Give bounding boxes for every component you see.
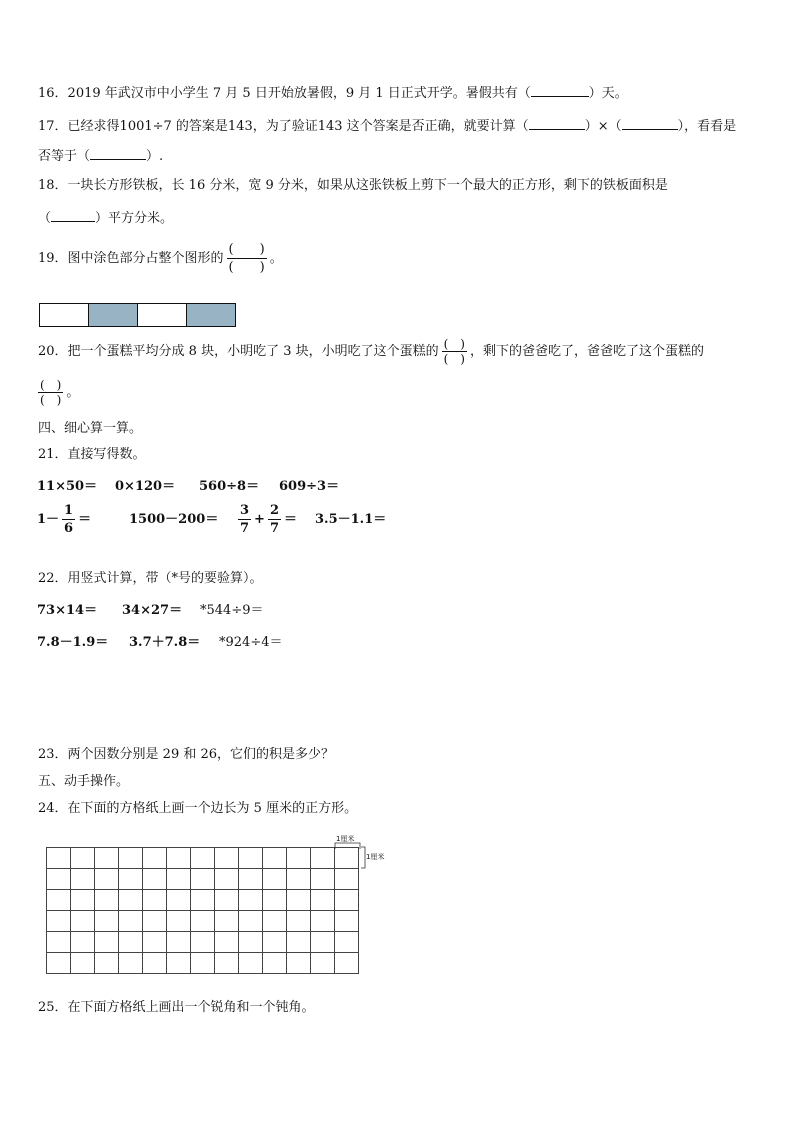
q21-a-post: ＝ bbox=[78, 511, 92, 527]
q19-tail: 。 bbox=[269, 250, 283, 266]
grid-cell[interactable] bbox=[119, 848, 143, 869]
grid-cell[interactable] bbox=[263, 890, 287, 911]
grid-cell[interactable] bbox=[335, 890, 359, 911]
q21-c-post: ＝ bbox=[284, 511, 298, 527]
grid-cell[interactable] bbox=[215, 869, 239, 890]
grid-cell[interactable] bbox=[167, 848, 191, 869]
grid-cell[interactable] bbox=[95, 932, 119, 953]
q21-expr-7 bbox=[235, 502, 315, 537]
q20-part1: 20．把一个蛋糕平均分成 8 块，小明吃了 3 块，小明吃了这个蛋糕的 bbox=[38, 343, 439, 359]
fraction-denominator: 7 bbox=[240, 521, 250, 536]
q20-fraction-1[interactable] bbox=[442, 337, 467, 366]
grid-cell[interactable] bbox=[119, 911, 143, 932]
grid-cell[interactable] bbox=[119, 869, 143, 890]
grid-cell[interactable] bbox=[215, 932, 239, 953]
q21-fraction-c2 bbox=[268, 502, 281, 537]
q17-mid: ）×（ bbox=[584, 119, 622, 134]
grid-cell[interactable] bbox=[95, 911, 119, 932]
q19-shaded-strip bbox=[39, 303, 236, 327]
q22-expr-1: 73×14＝ bbox=[37, 603, 98, 618]
fraction-numerator: 3 bbox=[240, 503, 250, 518]
grid-cell[interactable] bbox=[239, 911, 263, 932]
grid-cell[interactable] bbox=[263, 953, 287, 974]
question-24: 24．在下面的方格纸上画一个边长为 5 厘米的正方形。 bbox=[38, 801, 358, 816]
grid-cell[interactable] bbox=[143, 911, 167, 932]
grid-cell[interactable] bbox=[47, 953, 71, 974]
grid-width-label: 1厘米 bbox=[336, 835, 355, 843]
q21-fraction-a bbox=[62, 502, 75, 537]
grid-cell[interactable] bbox=[311, 890, 335, 911]
grid-cell[interactable] bbox=[335, 932, 359, 953]
q16-text: 16．2019 年武汉市中小学生 7 月 5 日开始放暑假，9 月 1 日正式开学。暑假共有（ bbox=[38, 86, 531, 101]
grid-cell[interactable] bbox=[287, 869, 311, 890]
grid-cell[interactable] bbox=[215, 890, 239, 911]
grid-cell[interactable] bbox=[287, 890, 311, 911]
q18-line1: 18．一块长方形铁板，长 16 分米，宽 9 分米，如果从这张铁板上剪下一个最大的正方形，剩下的铁板面积是 bbox=[38, 178, 668, 193]
q16-answer-blank[interactable] bbox=[531, 82, 589, 97]
q21-expr-1: 11×50＝ bbox=[37, 479, 98, 494]
grid-cell[interactable] bbox=[119, 953, 143, 974]
grid-cell[interactable] bbox=[239, 953, 263, 974]
grid-cell[interactable] bbox=[287, 848, 311, 869]
q21-expr-6: 1500－200＝ bbox=[129, 511, 219, 527]
grid-cell[interactable] bbox=[311, 869, 335, 890]
grid-cell[interactable] bbox=[215, 953, 239, 974]
grid-cell[interactable] bbox=[311, 848, 335, 869]
grid-cell[interactable] bbox=[71, 869, 95, 890]
question-18-line2 bbox=[38, 207, 173, 228]
q18-answer-blank[interactable] bbox=[51, 207, 95, 222]
section-4-heading: 四、细心算一算。 bbox=[38, 421, 143, 436]
grid-cell[interactable] bbox=[191, 911, 215, 932]
grid-cell[interactable] bbox=[287, 911, 311, 932]
q19-denominator: ( ) bbox=[228, 260, 265, 275]
q22-expr-6: *924÷4＝ bbox=[219, 635, 283, 650]
fraction-numerator: 2 bbox=[269, 503, 279, 518]
grid-cell[interactable] bbox=[311, 953, 335, 974]
grid-cell[interactable] bbox=[167, 932, 191, 953]
grid-cell[interactable] bbox=[263, 911, 287, 932]
grid-cell[interactable] bbox=[95, 890, 119, 911]
q21-expr-2: 0×120＝ bbox=[115, 479, 176, 494]
q21-expr-4: 609÷3＝ bbox=[279, 479, 340, 494]
question-17-line2 bbox=[38, 145, 163, 166]
grid-cell[interactable] bbox=[191, 932, 215, 953]
q20-numerator-2: ( ) bbox=[40, 378, 62, 392]
strip-cell-2-shaded bbox=[89, 304, 138, 326]
grid-cell[interactable] bbox=[335, 848, 359, 869]
q21-c-op: + bbox=[254, 511, 265, 527]
grid-cell[interactable] bbox=[95, 869, 119, 890]
strip-cell-3 bbox=[138, 304, 187, 326]
grid-cell[interactable] bbox=[47, 869, 71, 890]
grid-cell[interactable] bbox=[239, 890, 263, 911]
q21-expr-5 bbox=[37, 502, 129, 537]
q17-blank-3[interactable] bbox=[90, 145, 146, 160]
grid-cell[interactable] bbox=[167, 911, 191, 932]
strip-cell-4-shaded bbox=[187, 304, 235, 326]
q17-part2: ），看看是 bbox=[677, 119, 737, 134]
q22-row-2 bbox=[37, 634, 282, 652]
q20-tail: 。 bbox=[66, 384, 80, 400]
grid-height-label: 1厘米 bbox=[366, 853, 385, 861]
grid-cell[interactable] bbox=[191, 869, 215, 890]
grid-cell[interactable] bbox=[191, 953, 215, 974]
section-5-heading: 五、动手操作。 bbox=[38, 774, 130, 789]
q20-fraction-2[interactable] bbox=[38, 378, 63, 407]
grid-cell[interactable] bbox=[311, 932, 335, 953]
fraction-numerator: 1 bbox=[64, 503, 74, 518]
grid-cell[interactable] bbox=[167, 953, 191, 974]
q20-numerator-1: ( ) bbox=[443, 337, 465, 351]
grid-cell[interactable] bbox=[263, 869, 287, 890]
grid-cell[interactable] bbox=[335, 953, 359, 974]
grid-cell[interactable] bbox=[143, 869, 167, 890]
q18-line2a: （ bbox=[38, 211, 52, 226]
q19-fraction[interactable] bbox=[227, 241, 267, 276]
grid-cell[interactable] bbox=[143, 932, 167, 953]
q17-blank-2[interactable] bbox=[622, 115, 678, 130]
grid-cell[interactable] bbox=[335, 911, 359, 932]
grid-cell[interactable] bbox=[239, 869, 263, 890]
grid-cell[interactable] bbox=[287, 953, 311, 974]
question-21-title: 21．直接写得数。 bbox=[38, 447, 146, 462]
grid-cell[interactable] bbox=[239, 932, 263, 953]
question-17 bbox=[38, 115, 736, 136]
q17-part1: 17．已经求得1001÷7 的答案是143，为了验证143 这个答案是否正确，就要计算（ bbox=[38, 119, 529, 134]
grid-cell[interactable] bbox=[167, 890, 191, 911]
question-19 bbox=[38, 241, 283, 276]
question-23: 23．两个因数分别是 29 和 26，它们的积是多少？ bbox=[38, 747, 335, 762]
grid-cell[interactable] bbox=[47, 848, 71, 869]
q19-text: 19．图中涂色部分占整个图形的 bbox=[38, 250, 224, 266]
grid-cell[interactable] bbox=[47, 890, 71, 911]
q21-row-2 bbox=[37, 502, 386, 537]
q22-expr-4: 7.8－1.9＝ bbox=[37, 635, 109, 650]
q20-denominator-2: ( ) bbox=[40, 393, 62, 407]
q20-denominator-1: ( ) bbox=[443, 352, 465, 366]
q19-numerator: ( ) bbox=[228, 242, 265, 257]
grid-cell[interactable] bbox=[335, 869, 359, 890]
question-20-line2 bbox=[38, 378, 79, 407]
fraction-denominator: 7 bbox=[269, 521, 279, 536]
grid-cell[interactable] bbox=[311, 911, 335, 932]
grid-cell[interactable] bbox=[143, 953, 167, 974]
grid-cell[interactable] bbox=[143, 890, 167, 911]
grid-cell[interactable] bbox=[263, 848, 287, 869]
grid-cell[interactable] bbox=[263, 932, 287, 953]
q20-part2: ，剩下的爸爸吃了，爸爸吃了这个蛋糕的 bbox=[470, 343, 705, 359]
grid-cell[interactable] bbox=[191, 890, 215, 911]
question-22-title: 22．用竖式计算，带（*号的要验算）。 bbox=[38, 571, 263, 586]
grid-cell[interactable] bbox=[95, 848, 119, 869]
grid-cell[interactable] bbox=[119, 932, 143, 953]
question-25: 25．在下面方格纸上画出一个锐角和一个钝角。 bbox=[38, 1000, 315, 1015]
grid-cell[interactable] bbox=[47, 911, 71, 932]
q21-a-pre: 1－ bbox=[37, 511, 60, 527]
question-16 bbox=[38, 82, 628, 103]
question-20 bbox=[38, 337, 704, 366]
fraction-denominator: 6 bbox=[64, 521, 74, 536]
q24-grid-paper[interactable] bbox=[46, 847, 359, 974]
grid-cell[interactable] bbox=[47, 932, 71, 953]
grid-cell[interactable] bbox=[287, 932, 311, 953]
question-18 bbox=[38, 177, 668, 195]
q22-expr-3: *544÷9＝ bbox=[200, 603, 264, 618]
grid-cell[interactable] bbox=[143, 848, 167, 869]
q17-blank-1[interactable] bbox=[529, 115, 585, 130]
grid-cell[interactable] bbox=[95, 953, 119, 974]
grid-cell[interactable] bbox=[119, 890, 143, 911]
q18-line2b: ）平方分米。 bbox=[95, 211, 174, 226]
grid-cell[interactable] bbox=[71, 911, 95, 932]
q21-expr-3: 560÷8＝ bbox=[199, 479, 260, 494]
strip-cell-1 bbox=[40, 304, 89, 326]
grid-cell[interactable] bbox=[191, 848, 215, 869]
grid-cell[interactable] bbox=[215, 911, 239, 932]
q21-expr-8: 3.5－1.1＝ bbox=[315, 511, 387, 527]
grid-cell[interactable] bbox=[71, 932, 95, 953]
grid-cell[interactable] bbox=[71, 953, 95, 974]
q16-tail: ）天。 bbox=[588, 86, 628, 101]
grid-cell[interactable] bbox=[167, 869, 191, 890]
q22-expr-2: 34×27＝ bbox=[122, 603, 183, 618]
q22-expr-5: 3.7＋7.8＝ bbox=[129, 635, 201, 650]
grid-cell[interactable] bbox=[71, 890, 95, 911]
grid-cell[interactable] bbox=[215, 848, 239, 869]
q17-line2b: ）. bbox=[146, 149, 164, 164]
grid-cell[interactable] bbox=[71, 848, 95, 869]
grid-cell[interactable] bbox=[239, 848, 263, 869]
q22-row-1 bbox=[37, 602, 263, 620]
q21-fraction-c1 bbox=[238, 502, 251, 537]
q21-row-1 bbox=[37, 478, 339, 496]
q17-line2a: 否等于（ bbox=[38, 149, 91, 164]
